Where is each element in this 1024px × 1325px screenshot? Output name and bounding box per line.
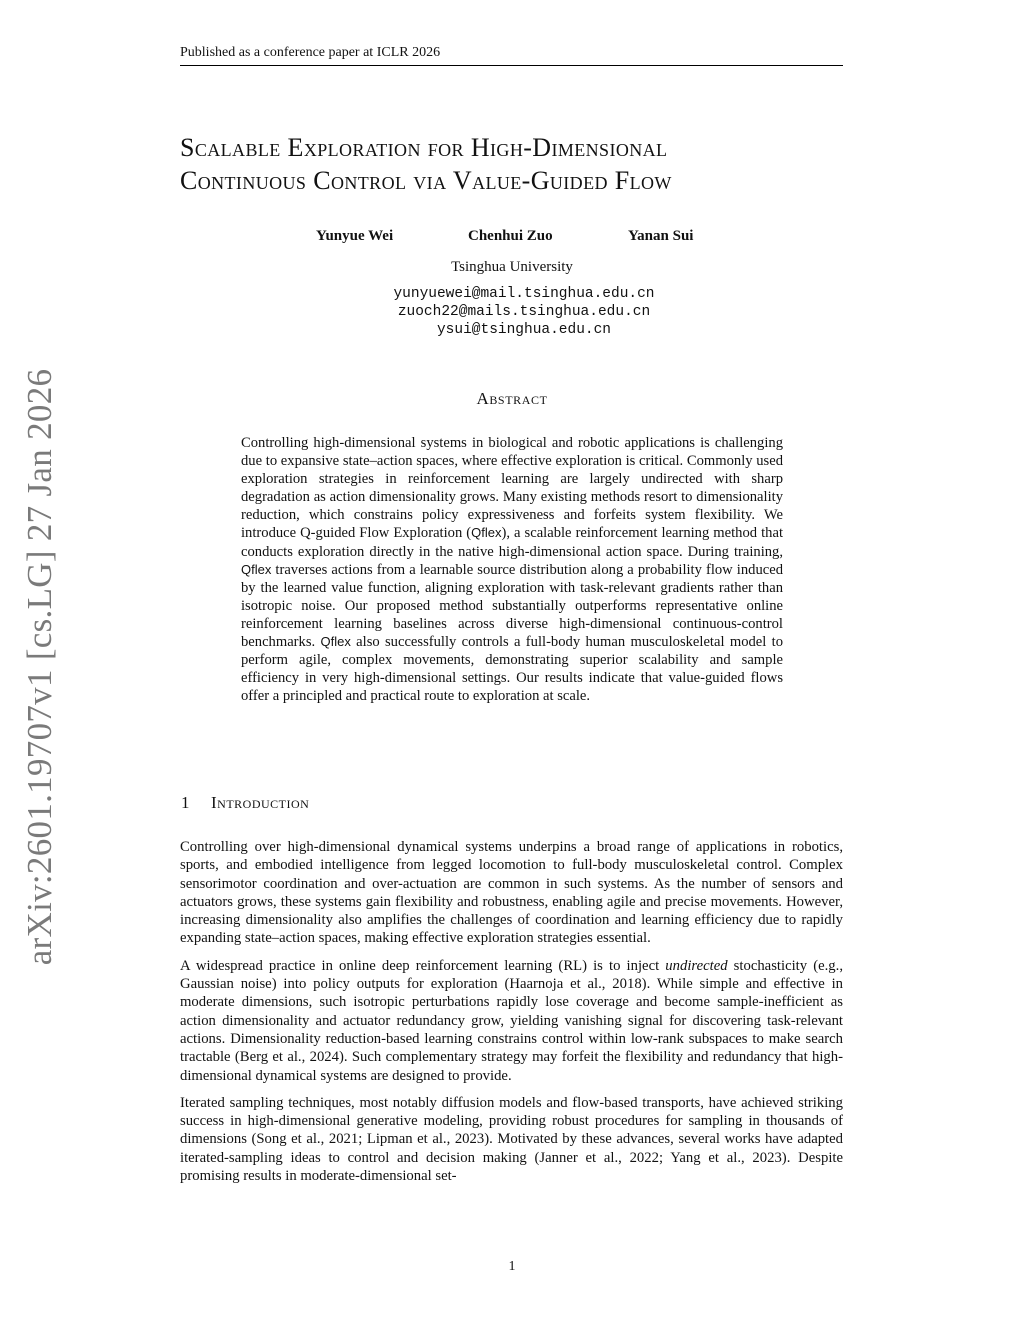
author-email: ysui@tsinghua.edu.cn	[436, 322, 612, 338]
paragraph: Iterated sampling techniques, most notably diffusion models and flow-based transports, have achieved striking success in high-dimensional generative modeling, providing robust procedures for sampling in thousands of dimensions (Song et al., 2021; Lipman et al., 2023). Motivated by these advances, several works have adapted iterated-sampling ideas to control and decision making (Janner et al., 2022; Yang et al., 2023). Despite promising results in moderate-dimensional set-	[180, 1094, 843, 1185]
page-number: 1	[508, 1259, 516, 1274]
paragraph: Controlling over high-dimensional dynamical systems underpins a broad range of applications in robotics, sports, and embodied intelligence from legged locomotion to full-body musculoskeletal control. Complex sensorimotor coordination and over-actuation are common in such systems. As the number of sensors and actuators grows, these systems gain flexibility and robustness, enabling agile and precise movements. However, increasing dimensionality also amplifies the challenges of coordination and learning efficiency due to rapidly expanding state–action spaces, making effective exploration strategies essential.	[180, 839, 843, 947]
section-number: 1	[181, 793, 190, 812]
author-list	[0, 228, 1024, 248]
author-name: Yunyue Wei	[316, 228, 394, 244]
section-heading	[181, 793, 309, 813]
paper-title	[180, 131, 850, 197]
author-email: zuoch22@mails.tsinghua.edu.cn	[397, 304, 651, 320]
affiliation: Tsinghua University	[451, 259, 573, 275]
emphasis: undirected	[665, 957, 728, 974]
arxiv-identifier: arXiv:2601.19707v1 [cs.LG] 27 Jan 2026	[20, 368, 59, 966]
section-title: Introduction	[211, 793, 310, 812]
section-body	[180, 838, 843, 1194]
method-name: Qflex	[241, 561, 272, 577]
running-header: Published as a conference paper at ICLR 2026	[180, 44, 843, 66]
author-name: Yanan Sui	[628, 228, 694, 244]
paragraph: A widespread practice in online deep reinforcement learning (RL) is to inject undirected stochasticity (e.g., Gaussian noise) into policy outputs for exploration (Haarnoja et al., 2018). While simple and effective in moderate dimensions, such isotropic perturbations rapidly lose coverage and become sample-inefficient as action dimensionality and actuator redundancy grow, yielding vanishing signal for discovering task-relevant actions. Dimensionality reduction-based learning constrains control within low-rank subspaces to make search tractable (Berg et al., 2024). Such complementary strategy may forfeit the flexibility and redundancy that high-dimensional dynamical systems are designed to provide.	[180, 957, 843, 1084]
author-name: Chenhui Zuo	[468, 228, 553, 244]
author-email: yunyuewei@mail.tsinghua.edu.cn	[393, 286, 655, 302]
method-name: Qflex	[471, 525, 502, 541]
email-list	[0, 285, 1024, 339]
abstract-heading: Abstract	[476, 389, 548, 408]
title-line-2: Continuous Control via Value-Guided Flow	[180, 166, 672, 195]
method-name: Qflex	[320, 634, 351, 650]
title-line-1: Scalable Exploration for High-Dimensional	[180, 133, 668, 162]
abstract-text: Controlling high-dimensional systems in biological and robotic applications is challenging due to expansive state–action spaces, where effective exploration is critical. Commonly used exploration strategies in reinforcement learning are largely undirected with sharp degradation as action dimensionality grows. Many existing methods resort to dimensionality reduction, which constrains policy expressiveness and forfeits system flexibility. We introduce Q-guided Flow Exploration (Qflex), a scalable reinforcement learning method that conducts exploration directly in the native high-dimensional action space. During training, Qflex traverses actions from a learnable source distribution along a probability flow induced by the learned value function, aligning exploration with task-relevant gradients rather than isotropic noise. Our proposed method substantially outperforms representative online reinforcement learning baselines across diverse high-dimensional continuous-control benchmarks. Qflex also successfully controls a full-body human musculoskeletal model to perform agile, complex movements, demonstrating superior scalability and sample efficiency in very high-dimensional settings. Our results indicate that value-guided flows offer a principled and practical route to exploration at scale.	[241, 435, 784, 705]
